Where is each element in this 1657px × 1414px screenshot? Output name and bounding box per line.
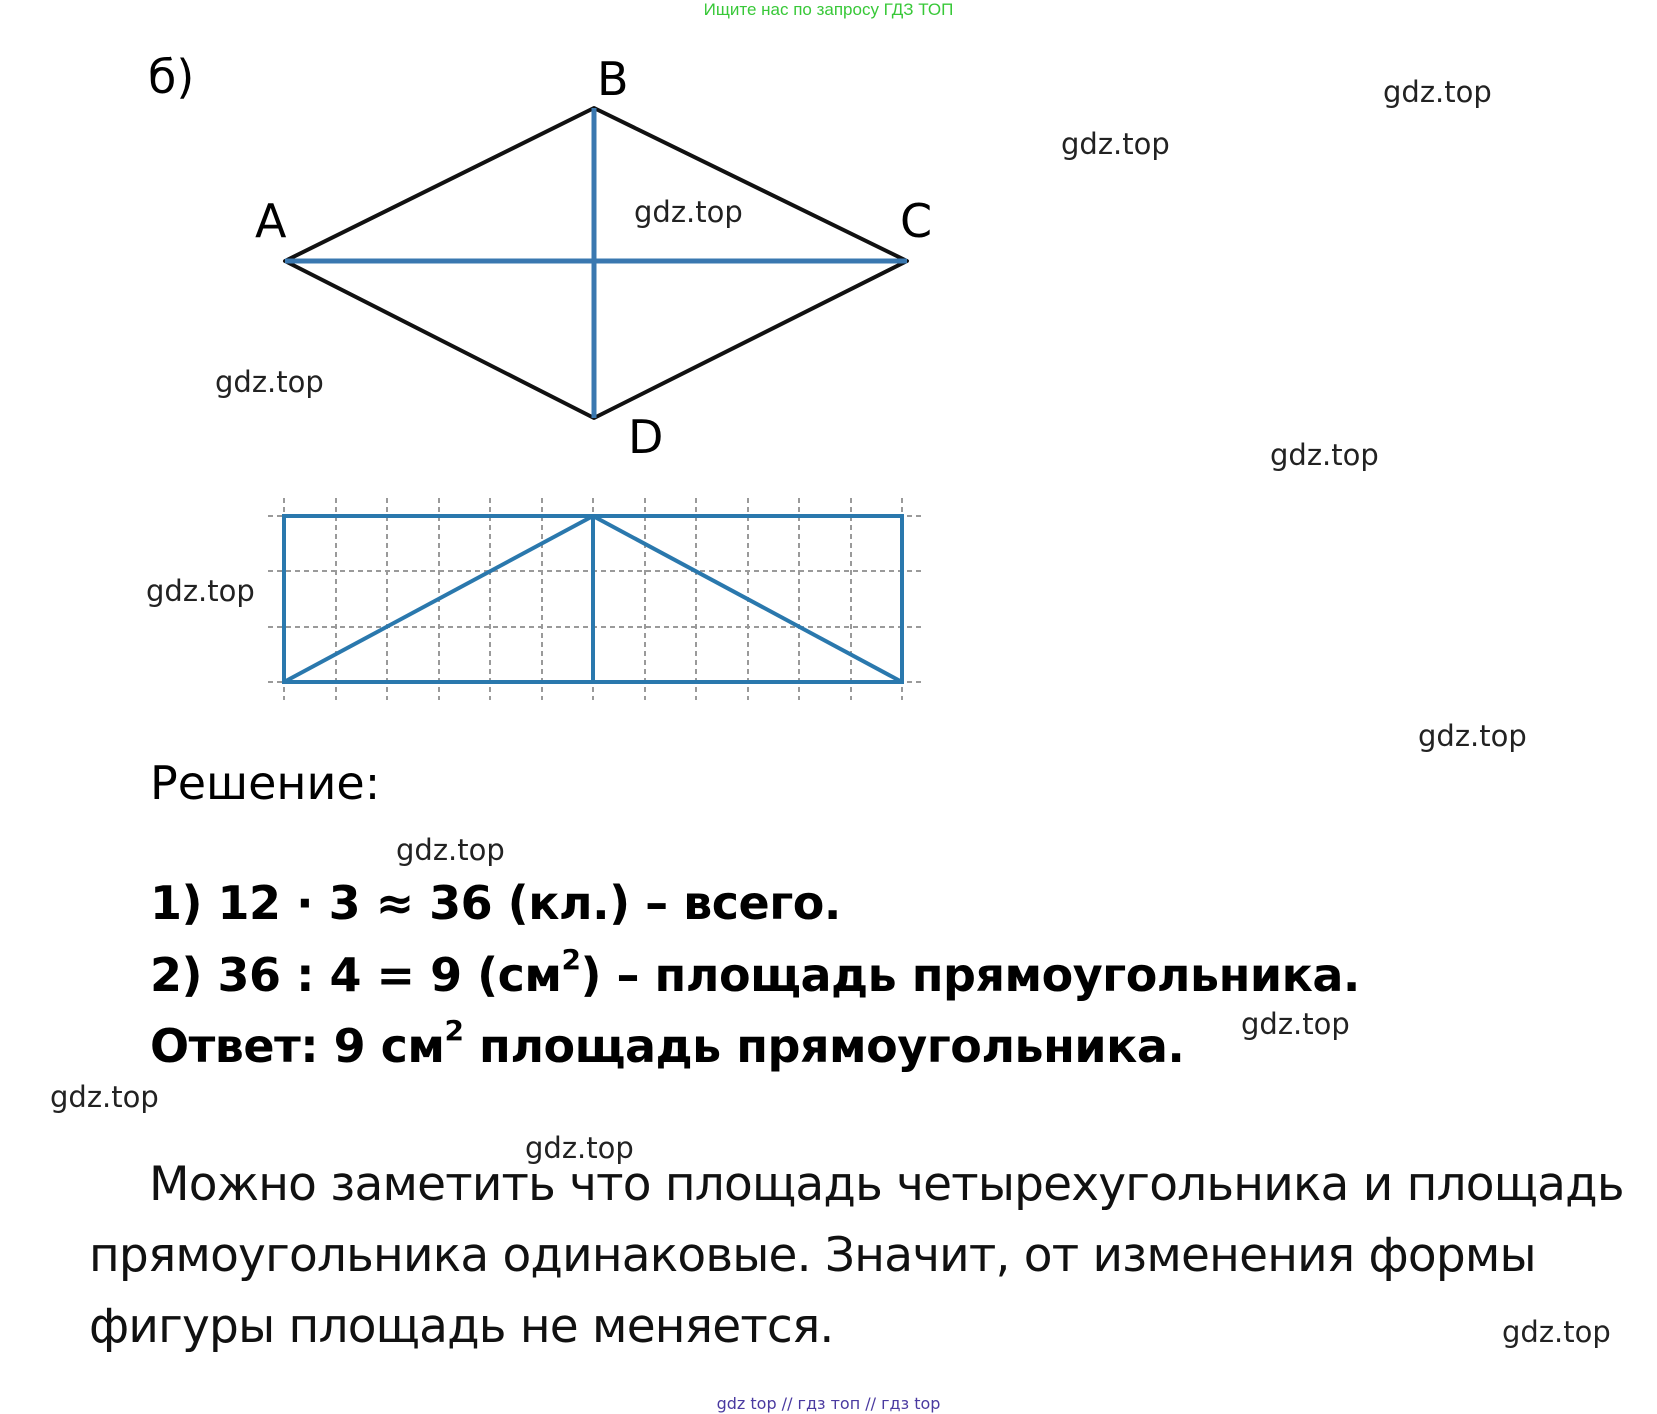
watermark: gdz.top	[1270, 438, 1379, 472]
watermark: gdz.top	[1241, 1007, 1350, 1041]
vertex-b-label: B	[597, 52, 629, 106]
watermark: gdz.top	[1418, 719, 1527, 753]
watermark: gdz.top	[50, 1080, 159, 1114]
watermark: gdz.top	[1061, 127, 1170, 161]
solution-step-1: 1) 12 · 3 ≈ 36 (кл.) – всего.	[150, 876, 841, 930]
solution-heading: Решение:	[150, 756, 381, 810]
watermark: gdz.top	[525, 1131, 634, 1165]
solution-answer	[150, 1014, 1185, 1073]
vertex-d-label: D	[628, 410, 664, 464]
top-banner: Ищите нас по запросу ГДЗ ТОП	[703, 0, 954, 19]
conclusion-line-1: Можно заметить что площадь четырехугольника и площадь	[149, 1157, 1624, 1212]
footer-links: gdz top // гдз топ // гдз top	[716, 1394, 941, 1413]
watermark: gdz.top	[1502, 1315, 1611, 1349]
watermark: gdz.top	[146, 574, 255, 608]
step-2-exponent: 2	[561, 943, 581, 976]
solution-step-2	[150, 943, 1360, 1002]
vertex-c-label: C	[900, 194, 933, 248]
answer-exponent: 2	[444, 1014, 464, 1047]
rect-left-diagonal	[284, 516, 593, 682]
rhombus-figure	[285, 108, 907, 418]
step-2-text-end: ) – площадь прямоугольника.	[580, 948, 1360, 1002]
rect-right-diagonal	[593, 516, 902, 682]
answer-text-end: площадь прямоугольника.	[463, 1019, 1185, 1073]
step-2-text: 2) 36 : 4 = 9 (см	[150, 948, 562, 1002]
watermark: gdz.top	[1383, 75, 1492, 109]
watermark: gdz.top	[396, 833, 505, 867]
answer-text: Ответ: 9 см	[150, 1019, 445, 1073]
conclusion-line-3: фигуры площадь не меняется.	[89, 1299, 834, 1354]
rectangle-figure	[284, 516, 902, 682]
watermark: gdz.top	[215, 365, 324, 399]
conclusion-line-2: прямоугольника одинаковые. Значит, от изменения формы	[89, 1228, 1536, 1283]
vertex-a-label: A	[255, 194, 287, 248]
watermark: gdz.top	[634, 195, 743, 229]
part-label: б)	[148, 50, 195, 104]
